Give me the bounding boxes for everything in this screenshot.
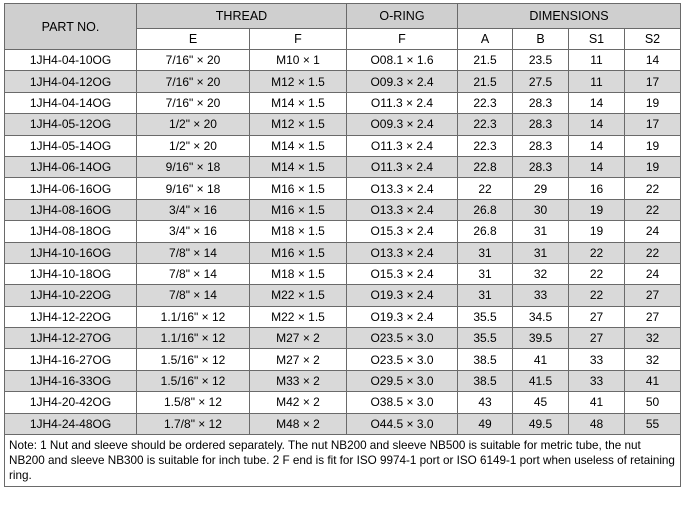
thread-e-cell: 1.5/8" × 12 <box>137 392 250 413</box>
dim-s1-cell: 14 <box>569 92 625 113</box>
thread-e-cell: 1.1/16" × 12 <box>137 306 250 327</box>
dim-s2-cell: 19 <box>625 156 681 177</box>
table-row <box>5 199 681 220</box>
table-row <box>5 285 681 306</box>
dim-s2-cell: 24 <box>625 263 681 284</box>
table-row <box>5 178 681 199</box>
header-part-no: PART NO. <box>5 4 137 50</box>
dim-a-cell: 22.8 <box>458 156 513 177</box>
table-row <box>5 156 681 177</box>
thread-f-cell: M33 × 2 <box>250 370 347 391</box>
thread-e-cell: 9/16" × 18 <box>137 156 250 177</box>
dim-s2-cell: 27 <box>625 285 681 306</box>
subheader-s1: S1 <box>569 29 625 50</box>
dim-s2-cell: 22 <box>625 242 681 263</box>
table-row <box>5 306 681 327</box>
table-row <box>5 92 681 113</box>
dim-s1-cell: 33 <box>569 349 625 370</box>
oring-cell: O09.3 × 2.4 <box>347 71 458 92</box>
dim-a-cell: 22.3 <box>458 135 513 156</box>
thread-f-cell: M27 × 2 <box>250 328 347 349</box>
oring-cell: O13.3 × 2.4 <box>347 178 458 199</box>
thread-e-cell: 7/8" × 14 <box>137 242 250 263</box>
thread-e-cell: 9/16" × 18 <box>137 178 250 199</box>
footnote: Note: 1 Nut and sleeve should be ordered separately. The nut NB200 and sleeve NB500 is suitable for metric tube, the nut NB200 and sleeve NB300 is suitable for inch tube. 2 F end is fit for ISO 9974-1 port or ISO 6149-1 port when useless of retaining ring. <box>5 435 681 487</box>
oring-cell: O08.1 × 1.6 <box>347 50 458 71</box>
thread-f-cell: M12 × 1.5 <box>250 71 347 92</box>
table-row <box>5 370 681 391</box>
dim-a-cell: 38.5 <box>458 370 513 391</box>
dim-b-cell: 31 <box>513 242 569 263</box>
dim-b-cell: 30 <box>513 199 569 220</box>
oring-cell: O19.3 × 2.4 <box>347 285 458 306</box>
dim-a-cell: 49 <box>458 413 513 434</box>
dim-a-cell: 22.3 <box>458 114 513 135</box>
dim-s1-cell: 19 <box>569 199 625 220</box>
thread-f-cell: M42 × 2 <box>250 392 347 413</box>
dim-a-cell: 21.5 <box>458 50 513 71</box>
dim-s2-cell: 50 <box>625 392 681 413</box>
part-no-cell: 1JH4-24-48OG <box>5 413 137 434</box>
thread-f-cell: M18 × 1.5 <box>250 221 347 242</box>
dim-s1-cell: 19 <box>569 221 625 242</box>
dim-a-cell: 43 <box>458 392 513 413</box>
thread-f-cell: M14 × 1.5 <box>250 156 347 177</box>
part-no-cell: 1JH4-12-27OG <box>5 328 137 349</box>
subheader-e: E <box>137 29 250 50</box>
table-row <box>5 114 681 135</box>
dim-s1-cell: 33 <box>569 370 625 391</box>
table-row <box>5 413 681 434</box>
thread-e-cell: 3/4" × 16 <box>137 199 250 220</box>
table-row <box>5 221 681 242</box>
thread-f-cell: M27 × 2 <box>250 349 347 370</box>
dim-a-cell: 26.8 <box>458 221 513 242</box>
table-row <box>5 392 681 413</box>
oring-cell: O38.5 × 3.0 <box>347 392 458 413</box>
part-no-cell: 1JH4-05-12OG <box>5 114 137 135</box>
dim-b-cell: 49.5 <box>513 413 569 434</box>
dim-s2-cell: 32 <box>625 328 681 349</box>
part-no-cell: 1JH4-16-33OG <box>5 370 137 391</box>
dim-a-cell: 35.5 <box>458 328 513 349</box>
part-no-cell: 1JH4-20-42OG <box>5 392 137 413</box>
dim-b-cell: 33 <box>513 285 569 306</box>
thread-f-cell: M16 × 1.5 <box>250 242 347 263</box>
oring-cell: O13.3 × 2.4 <box>347 242 458 263</box>
oring-cell: O15.3 × 2.4 <box>347 221 458 242</box>
header-thread: THREAD <box>137 4 347 29</box>
part-no-cell: 1JH4-06-16OG <box>5 178 137 199</box>
dim-s2-cell: 41 <box>625 370 681 391</box>
dim-s2-cell: 55 <box>625 413 681 434</box>
dim-b-cell: 28.3 <box>513 92 569 113</box>
part-no-cell: 1JH4-04-10OG <box>5 50 137 71</box>
dim-s1-cell: 14 <box>569 114 625 135</box>
thread-f-cell: M18 × 1.5 <box>250 263 347 284</box>
dim-s1-cell: 48 <box>569 413 625 434</box>
dim-b-cell: 45 <box>513 392 569 413</box>
dim-a-cell: 31 <box>458 285 513 306</box>
dim-s1-cell: 41 <box>569 392 625 413</box>
oring-cell: O23.5 × 3.0 <box>347 328 458 349</box>
dim-b-cell: 41 <box>513 349 569 370</box>
header-oring: O-RING <box>347 4 458 29</box>
dim-s2-cell: 22 <box>625 178 681 199</box>
dim-b-cell: 32 <box>513 263 569 284</box>
dim-s2-cell: 17 <box>625 114 681 135</box>
dim-a-cell: 22.3 <box>458 92 513 113</box>
part-no-cell: 1JH4-12-22OG <box>5 306 137 327</box>
oring-cell: O19.3 × 2.4 <box>347 306 458 327</box>
dim-a-cell: 31 <box>458 242 513 263</box>
thread-e-cell: 7/16" × 20 <box>137 92 250 113</box>
dim-s2-cell: 17 <box>625 71 681 92</box>
dim-a-cell: 22 <box>458 178 513 199</box>
thread-e-cell: 1.1/16" × 12 <box>137 328 250 349</box>
dim-s2-cell: 32 <box>625 349 681 370</box>
subheader-a: A <box>458 29 513 50</box>
table-body <box>5 50 681 435</box>
part-no-cell: 1JH4-04-12OG <box>5 71 137 92</box>
dim-s2-cell: 22 <box>625 199 681 220</box>
subheader-s2: S2 <box>625 29 681 50</box>
part-no-cell: 1JH4-05-14OG <box>5 135 137 156</box>
thread-f-cell: M12 × 1.5 <box>250 114 347 135</box>
part-no-cell: 1JH4-08-18OG <box>5 221 137 242</box>
part-no-cell: 1JH4-10-22OG <box>5 285 137 306</box>
dim-s2-cell: 19 <box>625 135 681 156</box>
dim-s1-cell: 22 <box>569 285 625 306</box>
thread-e-cell: 1.5/16" × 12 <box>137 349 250 370</box>
thread-f-cell: M16 × 1.5 <box>250 199 347 220</box>
dim-b-cell: 28.3 <box>513 135 569 156</box>
thread-f-cell: M48 × 2 <box>250 413 347 434</box>
header-dimensions: DIMENSIONS <box>458 4 681 29</box>
oring-cell: O13.3 × 2.4 <box>347 199 458 220</box>
dim-s1-cell: 11 <box>569 71 625 92</box>
thread-f-cell: M14 × 1.5 <box>250 135 347 156</box>
dim-s1-cell: 22 <box>569 263 625 284</box>
table-row <box>5 242 681 263</box>
part-no-cell: 1JH4-04-14OG <box>5 92 137 113</box>
thread-e-cell: 1/2" × 20 <box>137 135 250 156</box>
dim-b-cell: 28.3 <box>513 114 569 135</box>
dim-b-cell: 41.5 <box>513 370 569 391</box>
table-row <box>5 263 681 284</box>
spec-table <box>4 3 681 487</box>
oring-cell: O11.3 × 2.4 <box>347 156 458 177</box>
dim-s2-cell: 19 <box>625 92 681 113</box>
subheader-oring-f: F <box>347 29 458 50</box>
dim-s2-cell: 24 <box>625 221 681 242</box>
dim-a-cell: 26.8 <box>458 199 513 220</box>
dim-b-cell: 31 <box>513 221 569 242</box>
part-no-cell: 1JH4-06-14OG <box>5 156 137 177</box>
dim-b-cell: 27.5 <box>513 71 569 92</box>
table-row <box>5 50 681 71</box>
thread-e-cell: 7/8" × 14 <box>137 285 250 306</box>
dim-b-cell: 34.5 <box>513 306 569 327</box>
dim-b-cell: 28.3 <box>513 156 569 177</box>
table-row <box>5 349 681 370</box>
dim-s1-cell: 14 <box>569 156 625 177</box>
dim-s1-cell: 27 <box>569 328 625 349</box>
oring-cell: O29.5 × 3.0 <box>347 370 458 391</box>
thread-f-cell: M22 × 1.5 <box>250 285 347 306</box>
thread-e-cell: 1/2" × 20 <box>137 114 250 135</box>
thread-f-cell: M22 × 1.5 <box>250 306 347 327</box>
thread-e-cell: 7/8" × 14 <box>137 263 250 284</box>
dim-b-cell: 23.5 <box>513 50 569 71</box>
dim-s1-cell: 22 <box>569 242 625 263</box>
oring-cell: O09.3 × 2.4 <box>347 114 458 135</box>
oring-cell: O11.3 × 2.4 <box>347 135 458 156</box>
table-row <box>5 328 681 349</box>
oring-cell: O44.5 × 3.0 <box>347 413 458 434</box>
oring-cell: O23.5 × 3.0 <box>347 349 458 370</box>
oring-cell: O11.3 × 2.4 <box>347 92 458 113</box>
table-row <box>5 71 681 92</box>
thread-f-cell: M14 × 1.5 <box>250 92 347 113</box>
part-no-cell: 1JH4-10-18OG <box>5 263 137 284</box>
subheader-b: B <box>513 29 569 50</box>
dim-a-cell: 21.5 <box>458 71 513 92</box>
thread-f-cell: M10 × 1 <box>250 50 347 71</box>
thread-e-cell: 7/16" × 20 <box>137 50 250 71</box>
thread-e-cell: 3/4" × 16 <box>137 221 250 242</box>
part-no-cell: 1JH4-16-27OG <box>5 349 137 370</box>
dim-s1-cell: 11 <box>569 50 625 71</box>
subheader-f: F <box>250 29 347 50</box>
oring-cell: O15.3 × 2.4 <box>347 263 458 284</box>
part-no-cell: 1JH4-08-16OG <box>5 199 137 220</box>
dim-a-cell: 35.5 <box>458 306 513 327</box>
dim-s1-cell: 14 <box>569 135 625 156</box>
table-row <box>5 135 681 156</box>
dim-a-cell: 38.5 <box>458 349 513 370</box>
dim-b-cell: 39.5 <box>513 328 569 349</box>
dim-s2-cell: 27 <box>625 306 681 327</box>
thread-e-cell: 1.5/16" × 12 <box>137 370 250 391</box>
dim-a-cell: 31 <box>458 263 513 284</box>
dim-s1-cell: 16 <box>569 178 625 199</box>
part-no-cell: 1JH4-10-16OG <box>5 242 137 263</box>
dim-b-cell: 29 <box>513 178 569 199</box>
thread-e-cell: 1.7/8" × 12 <box>137 413 250 434</box>
dim-s1-cell: 27 <box>569 306 625 327</box>
dim-s2-cell: 14 <box>625 50 681 71</box>
thread-f-cell: M16 × 1.5 <box>250 178 347 199</box>
thread-e-cell: 7/16" × 20 <box>137 71 250 92</box>
